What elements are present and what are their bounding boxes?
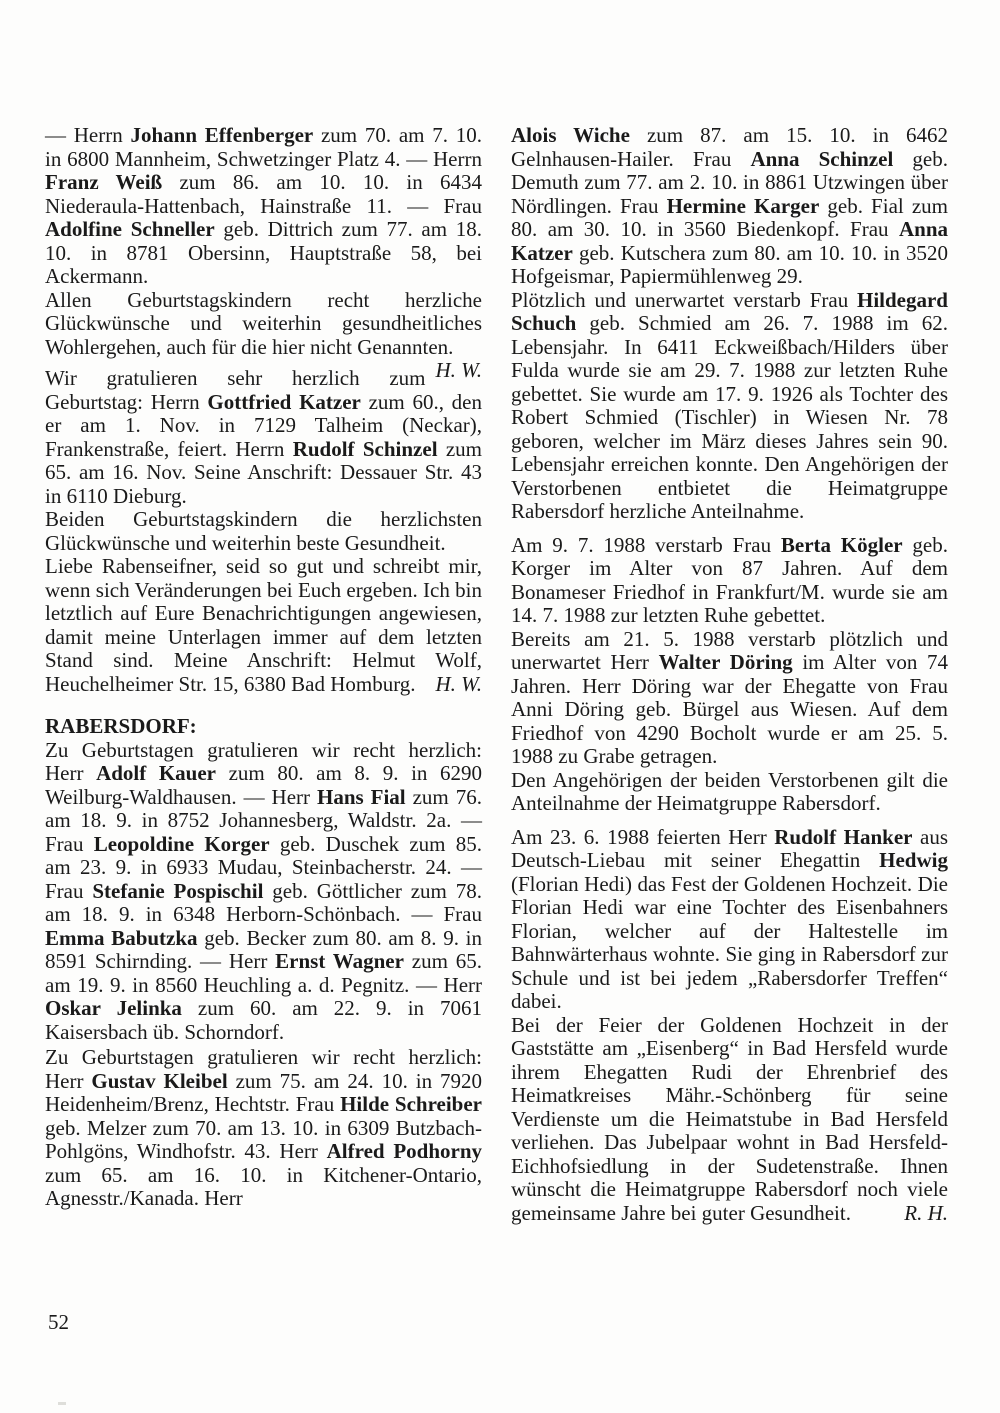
paragraph [511,534,948,628]
person-name: Berta Kögler [780,532,903,557]
text-run: aus Deutsch-Liebau mit seiner Ehegattin [511,824,949,872]
text-run: geb. Dittrich zum 77. am 18. 10. in 8781 Obersinn, Hauptstraße 58, bei Ackermann. [45,217,482,288]
text-run: geb. Korger im Alter von 87 Jahren. Auf dem Bonameser Friedhof in Frankfurt/M. wurde sie am 14. 7. 1988 zur letzten Ruhe gebettet. [511,532,948,627]
paragraph [511,769,948,816]
text-run: — Herrn [45,123,131,147]
person-name: Emma Babutzka [45,925,198,950]
text-run: zum 60., den er am 1. Nov. in 7129 Talheim (Neckar), Frankenstraße, feiert. Herrn [45,389,482,461]
paragraph [511,289,948,524]
person-name: Gottfried Katzer [207,389,361,414]
paragraph [45,555,482,696]
text-run: Bereits am 21. 5. 1988 verstarb plötzlich und unerwartet Herr [511,626,948,674]
paragraph [45,124,482,289]
text-run: Bei der Feier der Goldenen Hochzeit in der Gaststätte am „Eisenberg“ in Bad Hersfeld wurde ihrem Ehegatten Rudi der Ehrenbrief des Heimatkreises Mähr.-Schönberg für seine Verdienste um die Heimatstube in Bad Hersfeld verliehen. Das Jubelpaar wohnt in Bad Hersfeld-Eichhofsiedlung in der Sudetenstraße. Ihnen wünscht die Heimatgruppe Rabersdorf noch viele gemeinsame Jahre bei guter Gesundheit. [511,1012,948,1225]
paragraph [45,287,482,382]
paragraph [511,1014,948,1226]
text-run: (Florian Hedi) das Fest der Goldenen Hochzeit. Die Florian Hedi war eine Tochter des Eisenbahners Florian, welcher auf der Haltestelle im Bahnwärterhaus wohnte. Sie ging in Rabersdorf zur Schule und ist bei jedem „Rabersdorfer Treffen“ dabei. [511,871,948,1013]
text-run: zum 65. am 16. 10. in Kitchener-Ontario, Agnesstr./Kanada. Herr [45,1162,482,1210]
person-name: Hedwig [879,848,948,872]
paragraph [45,367,482,508]
text-run: geb. Göttlicher zum 78. am 18. 9. in 6348 Herborn-Schönbach. — Frau [45,878,482,926]
text-run: Zu Geburtstagen gratulieren wir recht herzlich: Herr [45,737,482,785]
text-run: zum 65. am 19. 9. in 8560 Heuchling a. d. Pegnitz. — Herr [45,949,482,997]
person-name: Hermine Karger [666,193,820,218]
text-run: geb. Becker zum 80. am 8. 9. in 8591 Schirnding. — Herr [45,925,482,973]
text-run: zum 86. am 10. 10. in 6434 Niederaula-Hattenbach, Hainstraße 11. — Frau [45,170,482,218]
person-name: Anna Schinzel [750,146,894,171]
text-run: Liebe Rabenseifner, seid so gut und schreibt mir, wenn sich Veränderungen bei Euch ergeben. Ich bin letztlich auf Eure Benachrichtigungen angewiesen, damit meine Unterlagen immer auf dem letzten Stand sind. Meine Anschrift: Helmut Wolf, Heuchelheimer Str. 15, 6380 Bad Homburg. [45,554,482,696]
text-run: Den Angehörigen der beiden Verstorbenen gilt die Anteilnahme der Heimatgruppe Rabersdorf. [511,767,948,815]
person-name: Rudolf Schinzel [292,436,438,461]
text-run: geb. Duschek zum 85. am 23. 9. in 6933 Mudau, Steinbacherstr. 24. — Frau [45,831,482,903]
left-column [45,124,482,1211]
text-run: Zu Geburtstagen gratulieren wir recht herzlich: Herr [45,1045,482,1093]
text-run: zum 60. am 22. 9. in 7061 Kaisersbach üb. Schorndorf. [45,996,482,1044]
person-name: RABERSDORF: [45,714,197,738]
paragraph [45,739,482,1045]
person-name: Adolf Kauer [96,761,216,785]
person-name: Hildegard Schuch [511,287,948,335]
text-run: Wir gratulieren sehr herzlich zum Geburtstag: Herrn [45,366,426,414]
person-name: Hilde Schreiber [340,1092,482,1116]
person-name: Anna Katzer [511,217,948,265]
text-run: geb. Kutschera zum 80. am 10. 10. in 3520 Hofgeismar, Papiermühlenweg 29. [511,240,948,288]
author-initials: R. H. [904,1200,948,1225]
person-name: Ernst Wagner [275,949,404,973]
person-name: Franz Weiß [45,170,163,194]
person-name: Walter Döring [658,650,793,674]
right-column [511,124,948,1225]
text-run: zum 65. am 16. Nov. Seine Anschrift: Dessauer Str. 43 in 6110 Dieburg. [45,436,483,508]
person-name: Hans Fial [316,784,406,809]
text-run: Allen Geburtstagskindern recht herzliche Glückwünsche und weiterhin gesundheitliches Wohlergehen, auch für die hier nicht Genannten. [45,287,482,359]
person-name: Stefanie Pospischil [92,878,264,903]
text-run: geb. Fial zum 80. am 30. 10. in 3560 Biedenkopf. Frau [511,193,948,241]
page-number: 52 [48,1310,69,1334]
text-run: zum 75. am 24. 10. in 7920 Heidenheim/Brenz, Hechtstr. Frau [45,1068,482,1116]
scan-artifact-speck [58,1402,66,1405]
text-run: Plötzlich und unerwartet verstarb Frau [511,287,857,312]
paragraph [511,124,948,289]
text-run: Am 23. 6. 1988 feierten Herr [511,824,775,849]
author-initials: H. W. [435,671,482,696]
text-run: im Alter von 74 Jahren. Herr Döring war der Ehegatte von Frau Anni Döring geb. Bürgel aus Wiesen. Auf dem Friedhof von 4290 Bocholt wurde er am 25. 5. 1988 zu Grabe getragen. [511,650,948,768]
text-run: geb. Melzer zum 70. am 13. 10. in 6309 Butzbach-Pohlgöns, Windhofstr. 43. Herr [45,1115,482,1163]
person-name: Alfred Podhorny [326,1139,482,1163]
text-run: zum 76. am 18. 9. in 8752 Johannesberg, Waldstr. 2a. — Frau [45,784,482,856]
paragraph [511,628,948,769]
paragraph [511,826,948,1014]
person-name: Oskar Jelinka [45,996,182,1020]
text-run: geb. Schmied am 26. 7. 1988 im 62. Lebensjahr. In 6411 Eckweißbach/Hilders über Fulda wurde sie am 29. 7. 1988 zur letzten Ruhe gebettet. Sie wurde am 17. 9. 1926 als Tochter des Robert Schmied (Tischler) in Wiesen Nr. 78 geboren, welcher im März dieses Jahres sein 90. Lebensjahr erreichen konnte. Den Angehörigen der Verstorbenen entbietet die Heimatgruppe Rabersdorf herzliche Anteilnahme. [511,311,948,523]
author-initials: H. W. [435,358,482,382]
text-run: zum 80. am 8. 9. in 6290 Weilburg-Waldhausen. — Herr [45,761,482,809]
paragraph [45,1046,482,1211]
person-name: Rudolf Hanker [774,824,913,849]
text-run: geb. Demuth zum 77. am 2. 10. in 8861 Utzwingen über Nördlingen. Frau [511,146,948,218]
paragraph [45,508,482,555]
person-name: Johann Effenberger [130,123,314,147]
person-name: Adolfine Schneller [45,217,215,241]
person-name: Gustav Kleibel [91,1068,228,1093]
text-run: Beiden Geburtstagskindern die herzlichsten Glückwünsche und weiterhin beste Gesundheit. [45,507,482,555]
person-name: Leopoldine Korger [93,831,270,856]
section-heading [45,715,482,739]
text-run: Am 9. 7. 1988 verstarb Frau [511,532,781,557]
text-run: zum 87. am 15. 10. in 6462 Gelnhausen-Hailer. Frau [511,123,948,171]
person-name: Alois Wiche [511,123,630,147]
text-run: zum 70. am 7. 10. in 6800 Mannheim, Schwetzinger Platz 4. — Herrn [45,123,482,171]
